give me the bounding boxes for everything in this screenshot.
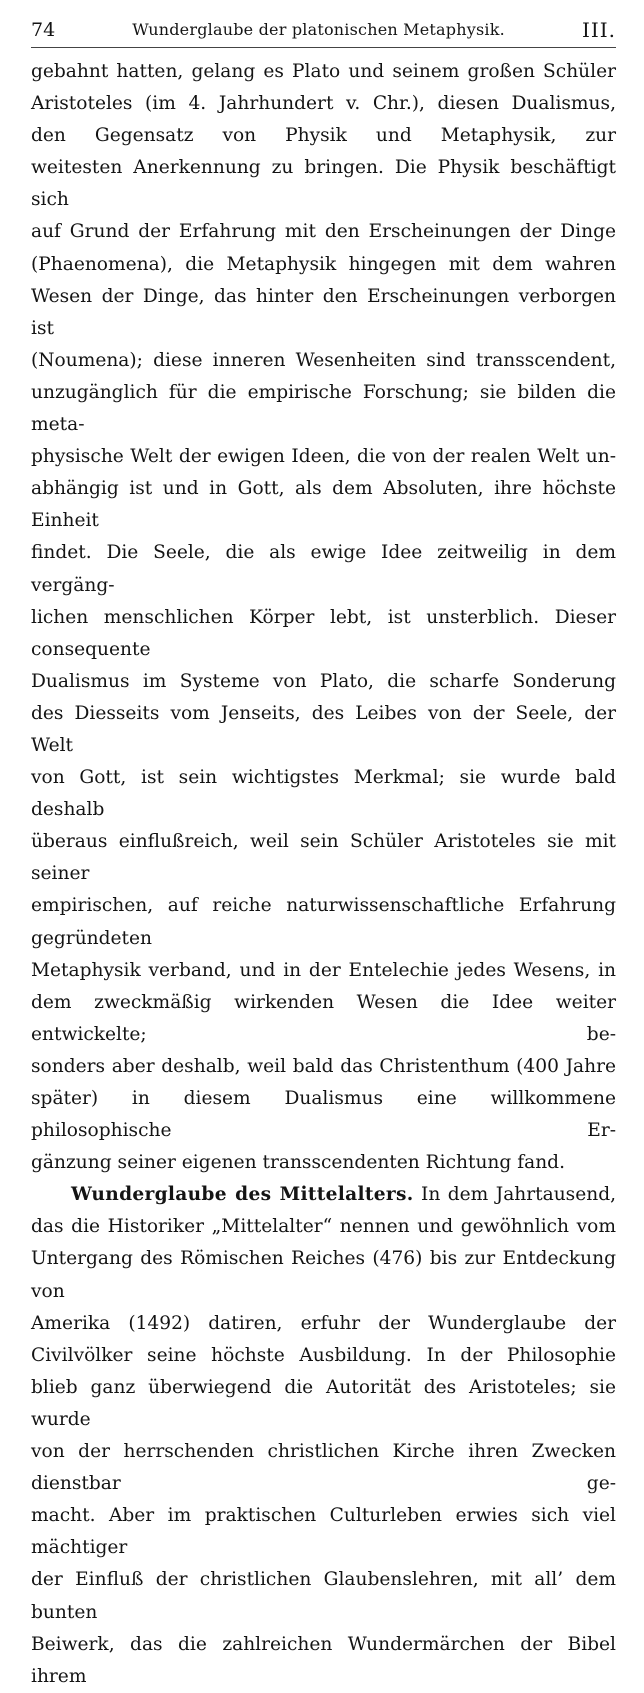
text-line: findet. Die Seele, die als ewige Idee zeitweilig in dem vergäng- <box>31 542 616 596</box>
text-line: abhängig ist und in Gott, als dem Absoluten, ihre höchste Einheit <box>31 478 616 532</box>
text-line: unzugänglich für die empirische Forschung; sie bilden die meta- <box>31 381 616 436</box>
paragraph-mittelalter <box>31 1179 616 1693</box>
text-line: später) in diesem Dualismus eine willkommene philosophische Er- <box>31 1088 616 1142</box>
text-line: gebahnt hatten, gelang es Plato und seinem großen Schüler <box>31 61 616 82</box>
text-line: (Noumena); diese inneren Wesenheiten sind transscendent, <box>31 349 616 371</box>
text-line: empirischen, auf reiche naturwissenschaftliche Erfahrung gegründeten <box>31 895 616 949</box>
text-line: Untergang des Römischen Reiches (476) bis zur Entdeckung von <box>31 1248 616 1302</box>
text-line: das die Historiker „Mittelalter“ nennen und gewöhnlich vom <box>31 1216 616 1238</box>
section-first-line <box>31 1179 616 1211</box>
text-line: überaus einflußreich, weil sein Schüler Aristoteles sie mit seiner <box>31 831 616 885</box>
text-line: weitesten Anerkennung zu bringen. Die Physik beschäftigt sich <box>31 157 616 211</box>
text-line: dem zweckmäßig wirkenden Wesen die Idee weiter entwickelte; be- <box>31 991 616 1045</box>
text-line: Civilvölker seine höchste Ausbildung. In der Philosophie <box>31 1344 616 1366</box>
text-line: Beiwerk, das die zahlreichen Wundermärchen der Bibel ihrem <box>31 1633 616 1687</box>
text-line: Wesen der Dinge, das hinter den Erscheinungen verborgen ist <box>31 285 616 339</box>
body-text <box>31 56 616 1693</box>
section-heading: Wunderglaube des Mittelalters. <box>71 1184 414 1206</box>
text-line: gänzung seiner eigenen transscendenten Richtung fand. <box>31 1152 565 1174</box>
running-title: Wunderglaube der platonischen Metaphysik. <box>132 20 505 39</box>
text-line: auf Grund der Erfahrung mit den Erscheinungen der Dinge <box>31 221 616 243</box>
text-line: lichen menschlichen Körper lebt, ist unsterblich. Dieser consequente <box>31 606 616 660</box>
text-line: blieb ganz überwiegend die Autorität des Aristoteles; sie wurde <box>31 1376 616 1430</box>
text-line: Dualismus im Systeme von Plato, die scharfe Sonderung <box>31 670 616 692</box>
page-number: 74 <box>31 18 56 41</box>
text-line: der Einfluß der christlichen Glaubenslehren, mit all’ dem bunten <box>31 1569 616 1623</box>
text-line: Aristoteles (im 4. Jahrhundert v. Chr.), diesen Dualismus, <box>31 93 616 115</box>
text-line: physische Welt der ewigen Ideen, die von der realen Welt un- <box>31 446 616 468</box>
text-line: von Gott, ist sein wichtigstes Merkmal; sie wurde bald deshalb <box>31 767 616 821</box>
text-line: Metaphysik verband, und in der Entelechie jedes Wesens, in <box>31 959 616 981</box>
paragraph-plato-aristoteles <box>31 56 616 1179</box>
text-line: (Phaenomena), die Metaphysik hingegen mit dem wahren <box>31 253 616 275</box>
text-line: des Diesseits vom Jenseits, des Leibes von der Seele, der Welt <box>31 702 616 756</box>
running-header <box>31 14 616 48</box>
text-line: Amerika (1492) datiren, erfuhr der Wunderglaube der <box>31 1312 616 1334</box>
text-line: sonders aber deshalb, weil bald das Christenthum (400 Jahre <box>31 1055 616 1077</box>
text-line: von der herrschenden christlichen Kirche ihren Zwecken dienstbar ge- <box>31 1441 616 1495</box>
heading-line-rest: In dem Jahrtausend, <box>421 1184 617 1206</box>
text-line: macht. Aber im praktischen Culturleben erwies sich viel mächtiger <box>31 1505 616 1559</box>
chapter-number: III. <box>581 17 616 42</box>
text-line: den Gegensatz von Physik und Metaphysik, zur <box>31 125 616 147</box>
